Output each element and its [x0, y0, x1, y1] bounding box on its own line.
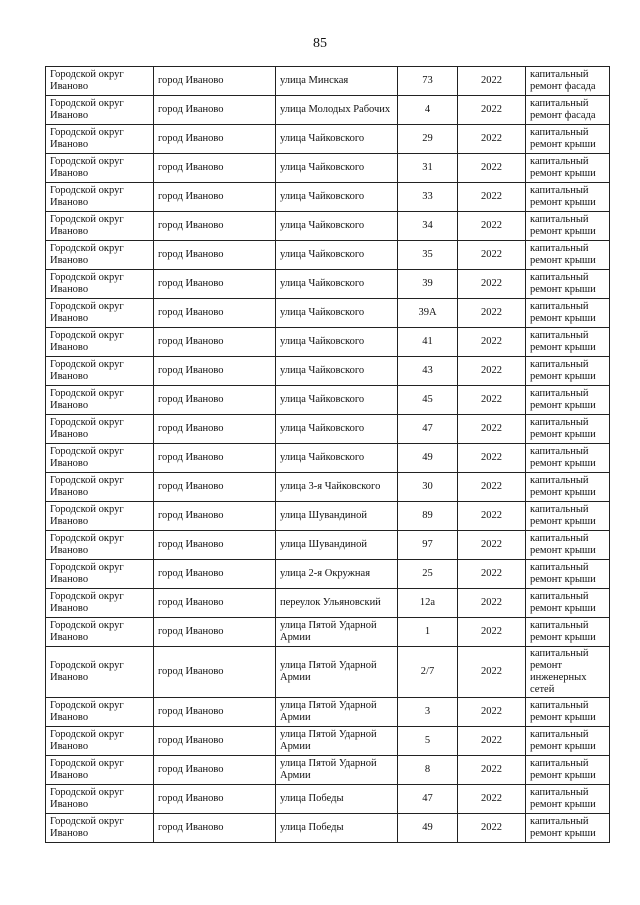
- cell-work-type: капитальный ремонт крыши: [526, 618, 610, 647]
- cell-house-number: 8: [398, 756, 458, 785]
- cell-work-type: капитальный ремонт крыши: [526, 444, 610, 473]
- cell-year: 2022: [458, 647, 526, 698]
- repair-register-table: [45, 66, 610, 843]
- cell-house-number: 39А: [398, 299, 458, 328]
- cell-district: Городской округ Иваново: [46, 125, 154, 154]
- cell-work-type: капитальный ремонт крыши: [526, 698, 610, 727]
- cell-street: улица Чайковского: [276, 241, 398, 270]
- cell-work-type: капитальный ремонт крыши: [526, 125, 610, 154]
- table-row: [46, 618, 610, 647]
- table-row: [46, 183, 610, 212]
- cell-city: город Иваново: [154, 647, 276, 698]
- table-row: [46, 357, 610, 386]
- cell-house-number: 2/7: [398, 647, 458, 698]
- cell-house-number: 3: [398, 698, 458, 727]
- cell-work-type: капитальный ремонт крыши: [526, 299, 610, 328]
- cell-work-type: капитальный ремонт инженерных сетей: [526, 647, 610, 698]
- cell-district: Городской округ Иваново: [46, 444, 154, 473]
- cell-year: 2022: [458, 531, 526, 560]
- cell-house-number: 12а: [398, 589, 458, 618]
- table-row: [46, 473, 610, 502]
- cell-city: город Иваново: [154, 502, 276, 531]
- table-row: [46, 647, 610, 698]
- cell-district: Городской округ Иваново: [46, 502, 154, 531]
- cell-work-type: капитальный ремонт крыши: [526, 756, 610, 785]
- cell-district: Городской округ Иваново: [46, 270, 154, 299]
- table-row: [46, 589, 610, 618]
- cell-district: Городской округ Иваново: [46, 618, 154, 647]
- table-row: [46, 814, 610, 843]
- cell-street: улица Пятой Ударной Армии: [276, 698, 398, 727]
- cell-year: 2022: [458, 698, 526, 727]
- cell-city: город Иваново: [154, 589, 276, 618]
- table-row: [46, 698, 610, 727]
- table-row: [46, 386, 610, 415]
- cell-year: 2022: [458, 473, 526, 502]
- cell-work-type: капитальный ремонт крыши: [526, 183, 610, 212]
- cell-work-type: капитальный ремонт крыши: [526, 328, 610, 357]
- cell-street: улица Чайковского: [276, 125, 398, 154]
- cell-work-type: капитальный ремонт крыши: [526, 727, 610, 756]
- table-row: [46, 328, 610, 357]
- cell-year: 2022: [458, 125, 526, 154]
- cell-year: 2022: [458, 241, 526, 270]
- cell-city: город Иваново: [154, 96, 276, 125]
- cell-work-type: капитальный ремонт крыши: [526, 814, 610, 843]
- cell-district: Городской округ Иваново: [46, 473, 154, 502]
- cell-work-type: капитальный ремонт крыши: [526, 241, 610, 270]
- cell-house-number: 1: [398, 618, 458, 647]
- cell-work-type: капитальный ремонт крыши: [526, 589, 610, 618]
- cell-city: город Иваново: [154, 415, 276, 444]
- cell-street: улица Шувандиной: [276, 502, 398, 531]
- cell-year: 2022: [458, 357, 526, 386]
- cell-district: Городской округ Иваново: [46, 357, 154, 386]
- cell-city: город Иваново: [154, 241, 276, 270]
- cell-work-type: капитальный ремонт фасада: [526, 96, 610, 125]
- cell-house-number: 89: [398, 502, 458, 531]
- cell-house-number: 33: [398, 183, 458, 212]
- cell-city: город Иваново: [154, 814, 276, 843]
- table-row: [46, 531, 610, 560]
- table-row: [46, 502, 610, 531]
- cell-street: улица Чайковского: [276, 270, 398, 299]
- cell-house-number: 4: [398, 96, 458, 125]
- cell-street: улица Чайковского: [276, 328, 398, 357]
- cell-house-number: 49: [398, 444, 458, 473]
- cell-house-number: 45: [398, 386, 458, 415]
- table-row: [46, 299, 610, 328]
- cell-city: город Иваново: [154, 270, 276, 299]
- cell-district: Городской округ Иваново: [46, 814, 154, 843]
- cell-year: 2022: [458, 299, 526, 328]
- cell-city: город Иваново: [154, 67, 276, 96]
- cell-year: 2022: [458, 270, 526, 299]
- cell-house-number: 49: [398, 814, 458, 843]
- cell-house-number: 25: [398, 560, 458, 589]
- cell-year: 2022: [458, 589, 526, 618]
- cell-district: Городской округ Иваново: [46, 756, 154, 785]
- table-row: [46, 125, 610, 154]
- table-row: [46, 560, 610, 589]
- cell-year: 2022: [458, 785, 526, 814]
- cell-street: улица Минская: [276, 67, 398, 96]
- cell-street: переулок Ульяновский: [276, 589, 398, 618]
- table-row: [46, 785, 610, 814]
- cell-street: улица Чайковского: [276, 299, 398, 328]
- cell-street: улица 2-я Окружная: [276, 560, 398, 589]
- cell-house-number: 31: [398, 154, 458, 183]
- cell-street: улица Чайковского: [276, 357, 398, 386]
- cell-city: город Иваново: [154, 698, 276, 727]
- cell-year: 2022: [458, 67, 526, 96]
- cell-year: 2022: [458, 212, 526, 241]
- cell-city: город Иваново: [154, 386, 276, 415]
- cell-street: улица Пятой Ударной Армии: [276, 756, 398, 785]
- cell-work-type: капитальный ремонт фасада: [526, 67, 610, 96]
- cell-year: 2022: [458, 814, 526, 843]
- cell-house-number: 30: [398, 473, 458, 502]
- table-row: [46, 756, 610, 785]
- table-body: [46, 67, 610, 843]
- cell-work-type: капитальный ремонт крыши: [526, 502, 610, 531]
- cell-work-type: капитальный ремонт крыши: [526, 531, 610, 560]
- cell-year: 2022: [458, 386, 526, 415]
- cell-street: улица Победы: [276, 785, 398, 814]
- cell-street: улица Шувандиной: [276, 531, 398, 560]
- cell-work-type: капитальный ремонт крыши: [526, 154, 610, 183]
- cell-year: 2022: [458, 560, 526, 589]
- cell-work-type: капитальный ремонт крыши: [526, 357, 610, 386]
- cell-district: Городской округ Иваново: [46, 589, 154, 618]
- table-row: [46, 241, 610, 270]
- cell-district: Городской округ Иваново: [46, 212, 154, 241]
- cell-city: город Иваново: [154, 785, 276, 814]
- cell-house-number: 97: [398, 531, 458, 560]
- table-row: [46, 96, 610, 125]
- cell-street: улица 3-я Чайковского: [276, 473, 398, 502]
- table-row: [46, 212, 610, 241]
- cell-house-number: 29: [398, 125, 458, 154]
- cell-year: 2022: [458, 618, 526, 647]
- cell-house-number: 41: [398, 328, 458, 357]
- cell-street: улица Молодых Рабочих: [276, 96, 398, 125]
- cell-year: 2022: [458, 502, 526, 531]
- cell-house-number: 73: [398, 67, 458, 96]
- cell-district: Городской округ Иваново: [46, 154, 154, 183]
- table-row: [46, 444, 610, 473]
- cell-district: Городской округ Иваново: [46, 241, 154, 270]
- cell-house-number: 5: [398, 727, 458, 756]
- cell-street: улица Чайковского: [276, 444, 398, 473]
- cell-district: Городской округ Иваново: [46, 299, 154, 328]
- cell-work-type: капитальный ремонт крыши: [526, 212, 610, 241]
- table-row: [46, 154, 610, 183]
- table-row: [46, 67, 610, 96]
- cell-district: Городской округ Иваново: [46, 328, 154, 357]
- cell-city: город Иваново: [154, 154, 276, 183]
- cell-house-number: 43: [398, 357, 458, 386]
- cell-year: 2022: [458, 444, 526, 473]
- cell-street: улица Победы: [276, 814, 398, 843]
- table-row: [46, 270, 610, 299]
- cell-street: улица Пятой Ударной Армии: [276, 727, 398, 756]
- cell-district: Городской округ Иваново: [46, 183, 154, 212]
- cell-city: город Иваново: [154, 125, 276, 154]
- cell-street: улица Чайковского: [276, 212, 398, 241]
- cell-city: город Иваново: [154, 444, 276, 473]
- cell-street: улица Чайковского: [276, 386, 398, 415]
- cell-work-type: капитальный ремонт крыши: [526, 473, 610, 502]
- table-row: [46, 415, 610, 444]
- cell-city: город Иваново: [154, 756, 276, 785]
- cell-district: Городской округ Иваново: [46, 647, 154, 698]
- cell-city: город Иваново: [154, 618, 276, 647]
- cell-year: 2022: [458, 154, 526, 183]
- cell-city: город Иваново: [154, 183, 276, 212]
- cell-city: город Иваново: [154, 473, 276, 502]
- page-number: 85: [313, 36, 327, 51]
- cell-city: город Иваново: [154, 560, 276, 589]
- cell-district: Городской округ Иваново: [46, 531, 154, 560]
- cell-work-type: капитальный ремонт крыши: [526, 415, 610, 444]
- cell-city: город Иваново: [154, 531, 276, 560]
- cell-district: Городской округ Иваново: [46, 785, 154, 814]
- cell-house-number: 47: [398, 415, 458, 444]
- cell-city: город Иваново: [154, 299, 276, 328]
- table-row: [46, 727, 610, 756]
- cell-house-number: 35: [398, 241, 458, 270]
- cell-year: 2022: [458, 727, 526, 756]
- cell-city: город Иваново: [154, 212, 276, 241]
- cell-work-type: капитальный ремонт крыши: [526, 270, 610, 299]
- cell-street: улица Пятой Ударной Армии: [276, 618, 398, 647]
- cell-work-type: капитальный ремонт крыши: [526, 386, 610, 415]
- cell-year: 2022: [458, 96, 526, 125]
- cell-year: 2022: [458, 756, 526, 785]
- cell-city: город Иваново: [154, 727, 276, 756]
- cell-street: улица Пятой Ударной Армии: [276, 647, 398, 698]
- cell-work-type: капитальный ремонт крыши: [526, 560, 610, 589]
- cell-district: Городской округ Иваново: [46, 386, 154, 415]
- cell-work-type: капитальный ремонт крыши: [526, 785, 610, 814]
- cell-house-number: 34: [398, 212, 458, 241]
- cell-year: 2022: [458, 183, 526, 212]
- cell-city: город Иваново: [154, 328, 276, 357]
- cell-district: Городской округ Иваново: [46, 727, 154, 756]
- cell-district: Городской округ Иваново: [46, 560, 154, 589]
- cell-district: Городской округ Иваново: [46, 96, 154, 125]
- cell-street: улица Чайковского: [276, 154, 398, 183]
- cell-district: Городской округ Иваново: [46, 67, 154, 96]
- cell-district: Городской округ Иваново: [46, 698, 154, 727]
- cell-district: Городской округ Иваново: [46, 415, 154, 444]
- cell-house-number: 47: [398, 785, 458, 814]
- cell-year: 2022: [458, 328, 526, 357]
- cell-house-number: 39: [398, 270, 458, 299]
- cell-city: город Иваново: [154, 357, 276, 386]
- cell-year: 2022: [458, 415, 526, 444]
- cell-street: улица Чайковского: [276, 183, 398, 212]
- cell-street: улица Чайковского: [276, 415, 398, 444]
